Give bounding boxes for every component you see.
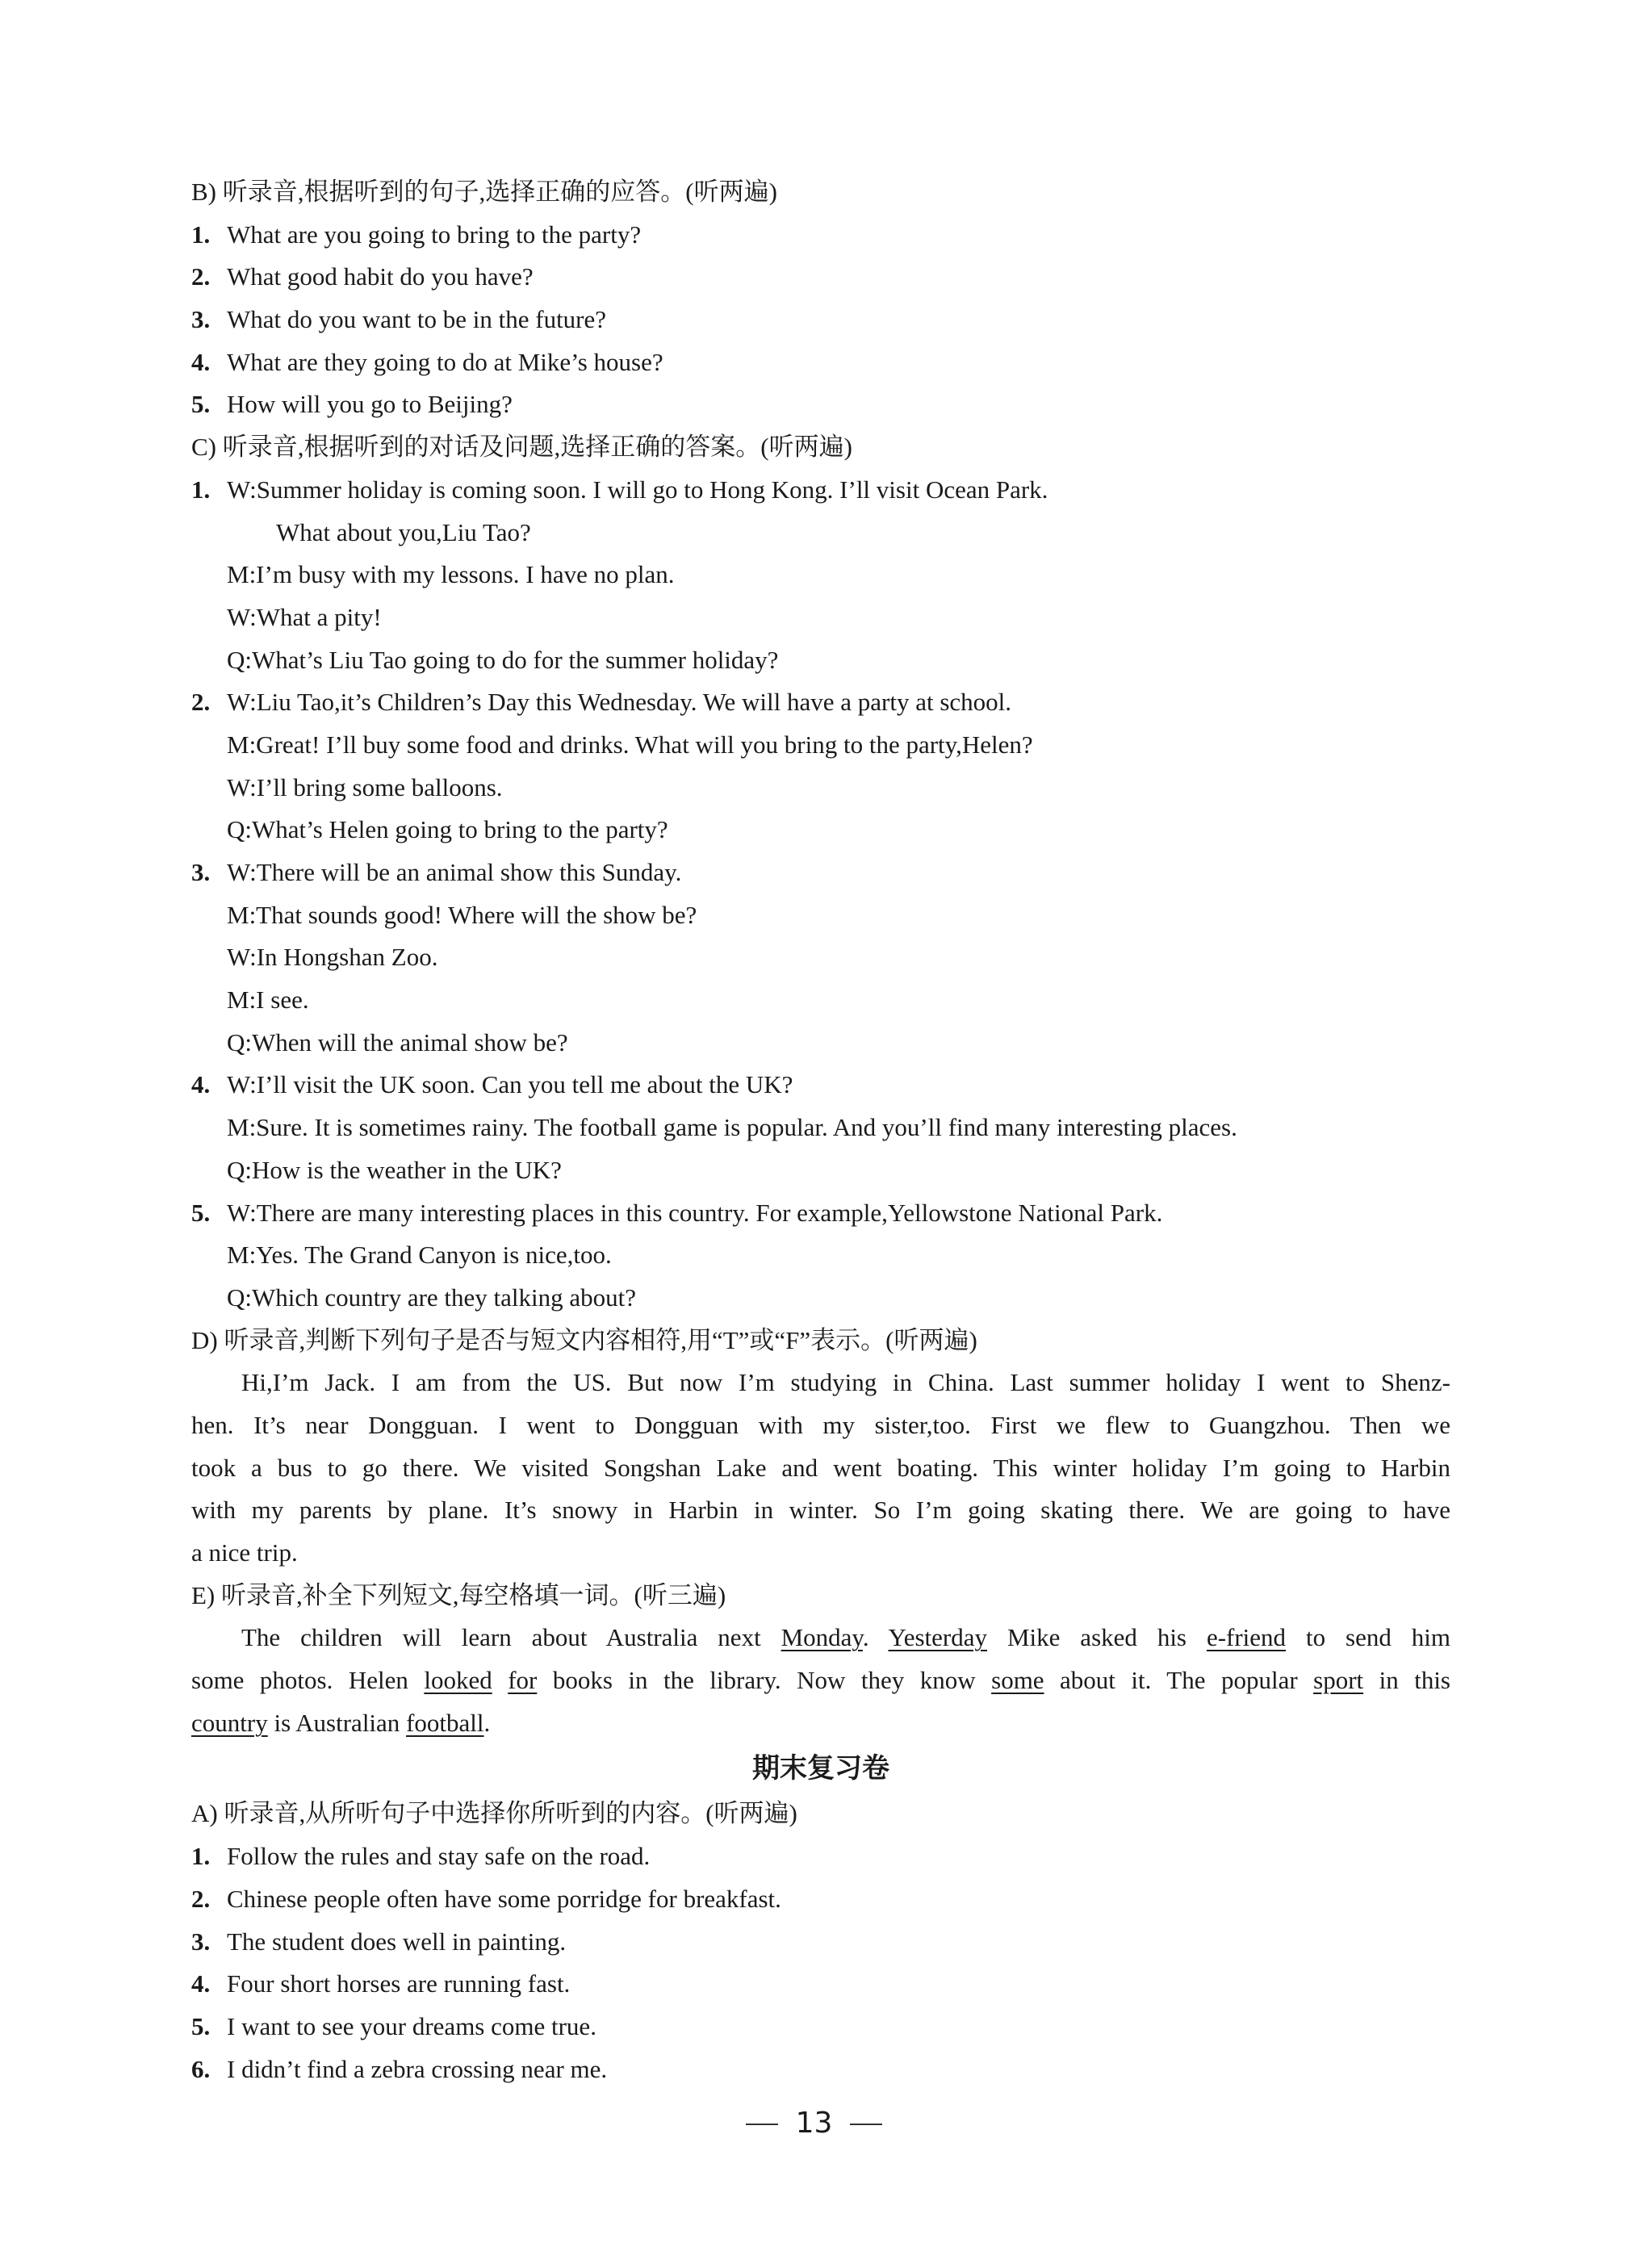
question-item: 5. How will you go to Beijing? [191,390,513,419]
dialog-line: 4. W:I’ll visit the UK soon. Can you tell me about the UK? [191,1070,793,1099]
passage-line: hen. It’s near Dongguan. I went to Dongguan with my sister,too. First we flew to Guangzhou. Then we [191,1410,1450,1439]
section-d-heading: D) 听录音,判断下列句子是否与短文内容相符,用“T”或“F”表示。(听两遍) [191,1325,977,1354]
answer-blank: football [406,1708,484,1737]
dialog-line: 1. W:Summer holiday is coming soon. I will go to Hong Kong. I’ll visit Ocean Park. [191,475,1048,504]
question-item: 5. I want to see your dreams come true. [191,2011,596,2040]
section-title: 期末复习卷 [752,1752,889,1785]
passage-line: Hi,I’m Jack. I am from the US. But now I’m studying in China. Last summer holiday I went to Shenz- [241,1368,1450,1397]
answer-blank: sport [1313,1666,1364,1695]
dialog-line: 5. W:There are many interesting places in this country. For example,Yellowstone National Park. [191,1198,1163,1227]
dialog-line: 3. W:There will be an animal show this Sunday. [191,858,682,886]
page-number: 13 [795,2107,833,2140]
section-e-heading: E) 听录音,补全下列短文,每空格填一词。(听三遍) [191,1580,726,1609]
dialog-line: M:I see. [227,985,309,1015]
answer-blank: looked [424,1666,492,1695]
dialog-question: Q:How is the weather in the UK? [227,1155,562,1184]
dialog-question: Q:When will the animal show be? [227,1027,568,1057]
dialog-question: Q:Which country are they talking about? [227,1283,637,1312]
dialog-line: W:In Hongshan Zoo. [227,943,438,972]
answer-blank: Yesterday [888,1623,988,1652]
dialog-line: M:Sure. It is sometimes rainy. The football game is popular. And you’ll find many interesting places. [227,1113,1237,1142]
dialog-line: W:I’ll bring some balloons. [227,772,503,801]
section-c-heading: C) 听录音,根据听到的对话及问题,选择正确的答案。(听两遍) [191,433,852,462]
dialog-line: M:Yes. The Grand Canyon is nice,too. [227,1241,612,1270]
page-footer [0,2107,1628,2140]
question-item: 4. Four short horses are running fast. [191,1969,571,1998]
dialog-question: Q:What’s Liu Tao going to do for the summer holiday? [227,645,779,674]
question-item: 1. Follow the rules and stay safe on the road. [191,1842,651,1871]
question-item: 4. What are they going to do at Mike’s house? [191,347,663,376]
question-item: 3. The student does well in painting. [191,1927,567,1956]
page-content [191,171,1450,2090]
answer-blank: country [191,1708,268,1737]
final-a-heading: A) 听录音,从所听句子中选择你所听到的内容。(听两遍) [191,1799,797,1828]
dialog-line: What about you,Liu Tao? [276,517,531,546]
section-b-heading: B) 听录音,根据听到的句子,选择正确的应答。(听两遍) [191,178,777,206]
dialog-line: M:That sounds good! Where will the show be? [227,900,697,929]
answer-blank: for [508,1666,538,1695]
answer-blank: Monday [781,1623,863,1652]
answer-blank: some [991,1666,1044,1695]
question-item: 2. What good habit do you have? [191,262,534,291]
question-item: 2. Chinese people often have some porridge for breakfast. [191,1884,781,1913]
dialog-line: W:What a pity! [227,602,382,631]
question-item: 6. I didn’t find a zebra crossing near me. [191,2054,608,2083]
question-item: 1. What are you going to bring to the party? [191,220,642,249]
dialog-line: 2. W:Liu Tao,it’s Children’s Day this Wednesday. We will have a party at school. [191,688,1012,717]
fill-blank-line: some photos. Helen looked for books in the library. Now they know some about it. The popular sport in this [191,1666,1451,1695]
dialog-line: M:I’m busy with my lessons. I have no plan. [227,560,675,589]
passage-line: with my parents by plane. It’s snowy in Harbin in winter. So I’m going skating there. We are going to have [191,1496,1450,1525]
fill-blank-line: country is Australian football. [191,1708,491,1737]
passage-line: took a bus to go there. We visited Songshan Lake and went boating. This winter holiday I’m going to Harbin [191,1453,1450,1482]
question-item: 3. What do you want to be in the future? [191,305,607,334]
dialog-question: Q:What’s Helen going to bring to the party? [227,815,668,844]
passage-line: a nice trip. [191,1538,298,1567]
footer-dash-right [850,2124,882,2125]
dialog-line: M:Great! I’ll buy some food and drinks. What will you bring to the party,Helen? [227,730,1033,759]
answer-blank: e-friend [1206,1623,1287,1652]
fill-blank-line: The children will learn about Australia next Monday. Yesterday Mike asked his e-friend to send him [241,1623,1450,1652]
footer-dash-left [746,2124,778,2125]
